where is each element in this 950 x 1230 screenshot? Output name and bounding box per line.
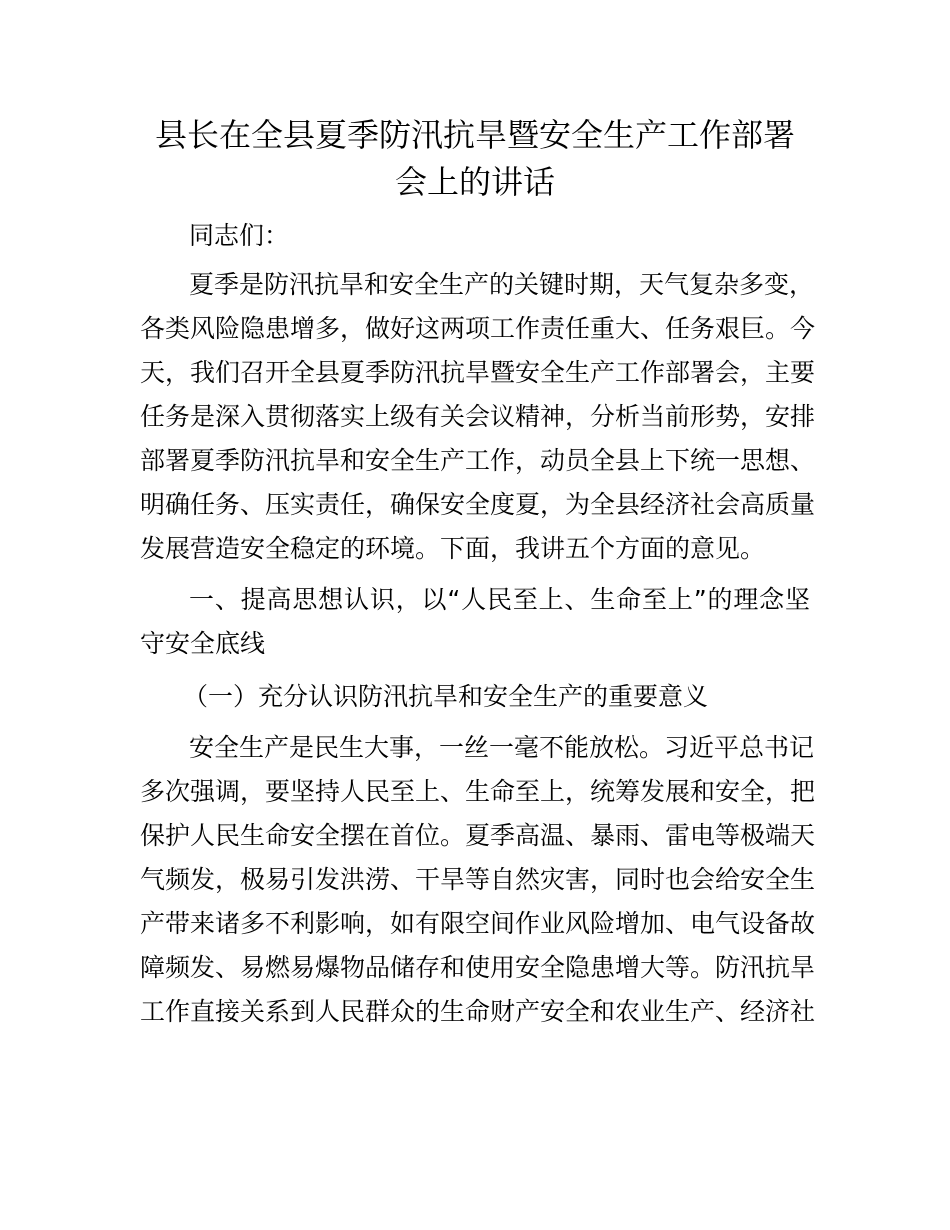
paragraph-1-line-2: 各类风险隐患增多，做好这两项工作责任重大、任务艰巨。今 [140,314,816,343]
paragraph-2-line-4: 气频发，极易引发洪涝、干旱等自然灾害，同时也会给安全生 [140,865,816,894]
paragraph-2-line-3: 保护人民生命安全摆在首位。夏季高温、暴雨、雷电等极端天 [140,821,816,850]
paragraph-1-line-6: 明确任务、压实责任，确保安全度夏，为全县经济社会高质量 [140,490,816,519]
document-title-line-1: 县长在全县夏季防汛抗旱暨安全生产工作部署 [154,116,795,154]
paragraph-2-line-7: 工作直接关系到人民群众的生命财产安全和农业生产、经济社 [140,997,816,1026]
paragraph-2-line-2: 多次强调，要坚持人民至上、生命至上，统筹发展和安全，把 [140,777,816,806]
document-title-line-2: 会上的讲话 [394,163,555,201]
paragraph-1-line-7: 发展营造安全稳定的环境。下面，我讲五个方面的意见。 [140,534,766,563]
salutation: 同志们： [189,221,290,250]
paragraph-2-line-1: 安全生产是民生大事，一丝一毫不能放松。习近平总书记 [189,733,815,762]
subsection-1-heading: （一）充分认识防汛抗旱和安全生产的重要意义 [183,682,709,711]
paragraph-1-line-4: 任务是深入贯彻落实上级有关会议精神，分析当前形势，安排 [140,402,816,431]
paragraph-1-line-1: 夏季是防汛抗旱和安全生产的关键时期，天气复杂多变， [189,270,815,299]
paragraph-2-line-6: 障频发、易燃易爆物品储存和使用安全隐患增大等。防汛抗旱 [140,953,816,982]
section-1-heading-line-2: 守安全底线 [140,629,266,658]
paragraph-1-line-5: 部署夏季防汛抗旱和安全生产工作，动员全县上下统一思想、 [140,446,816,475]
paragraph-1-line-3: 天，我们召开全县夏季防汛抗旱暨安全生产工作部署会，主要 [140,358,816,387]
paragraph-2-line-5: 产带来诸多不利影响，如有限空间作业风险增加、电气设备故 [140,909,816,938]
section-1-heading-line-1: 一、提高思想认识，以“人民至上、生命至上”的理念坚 [189,585,810,614]
